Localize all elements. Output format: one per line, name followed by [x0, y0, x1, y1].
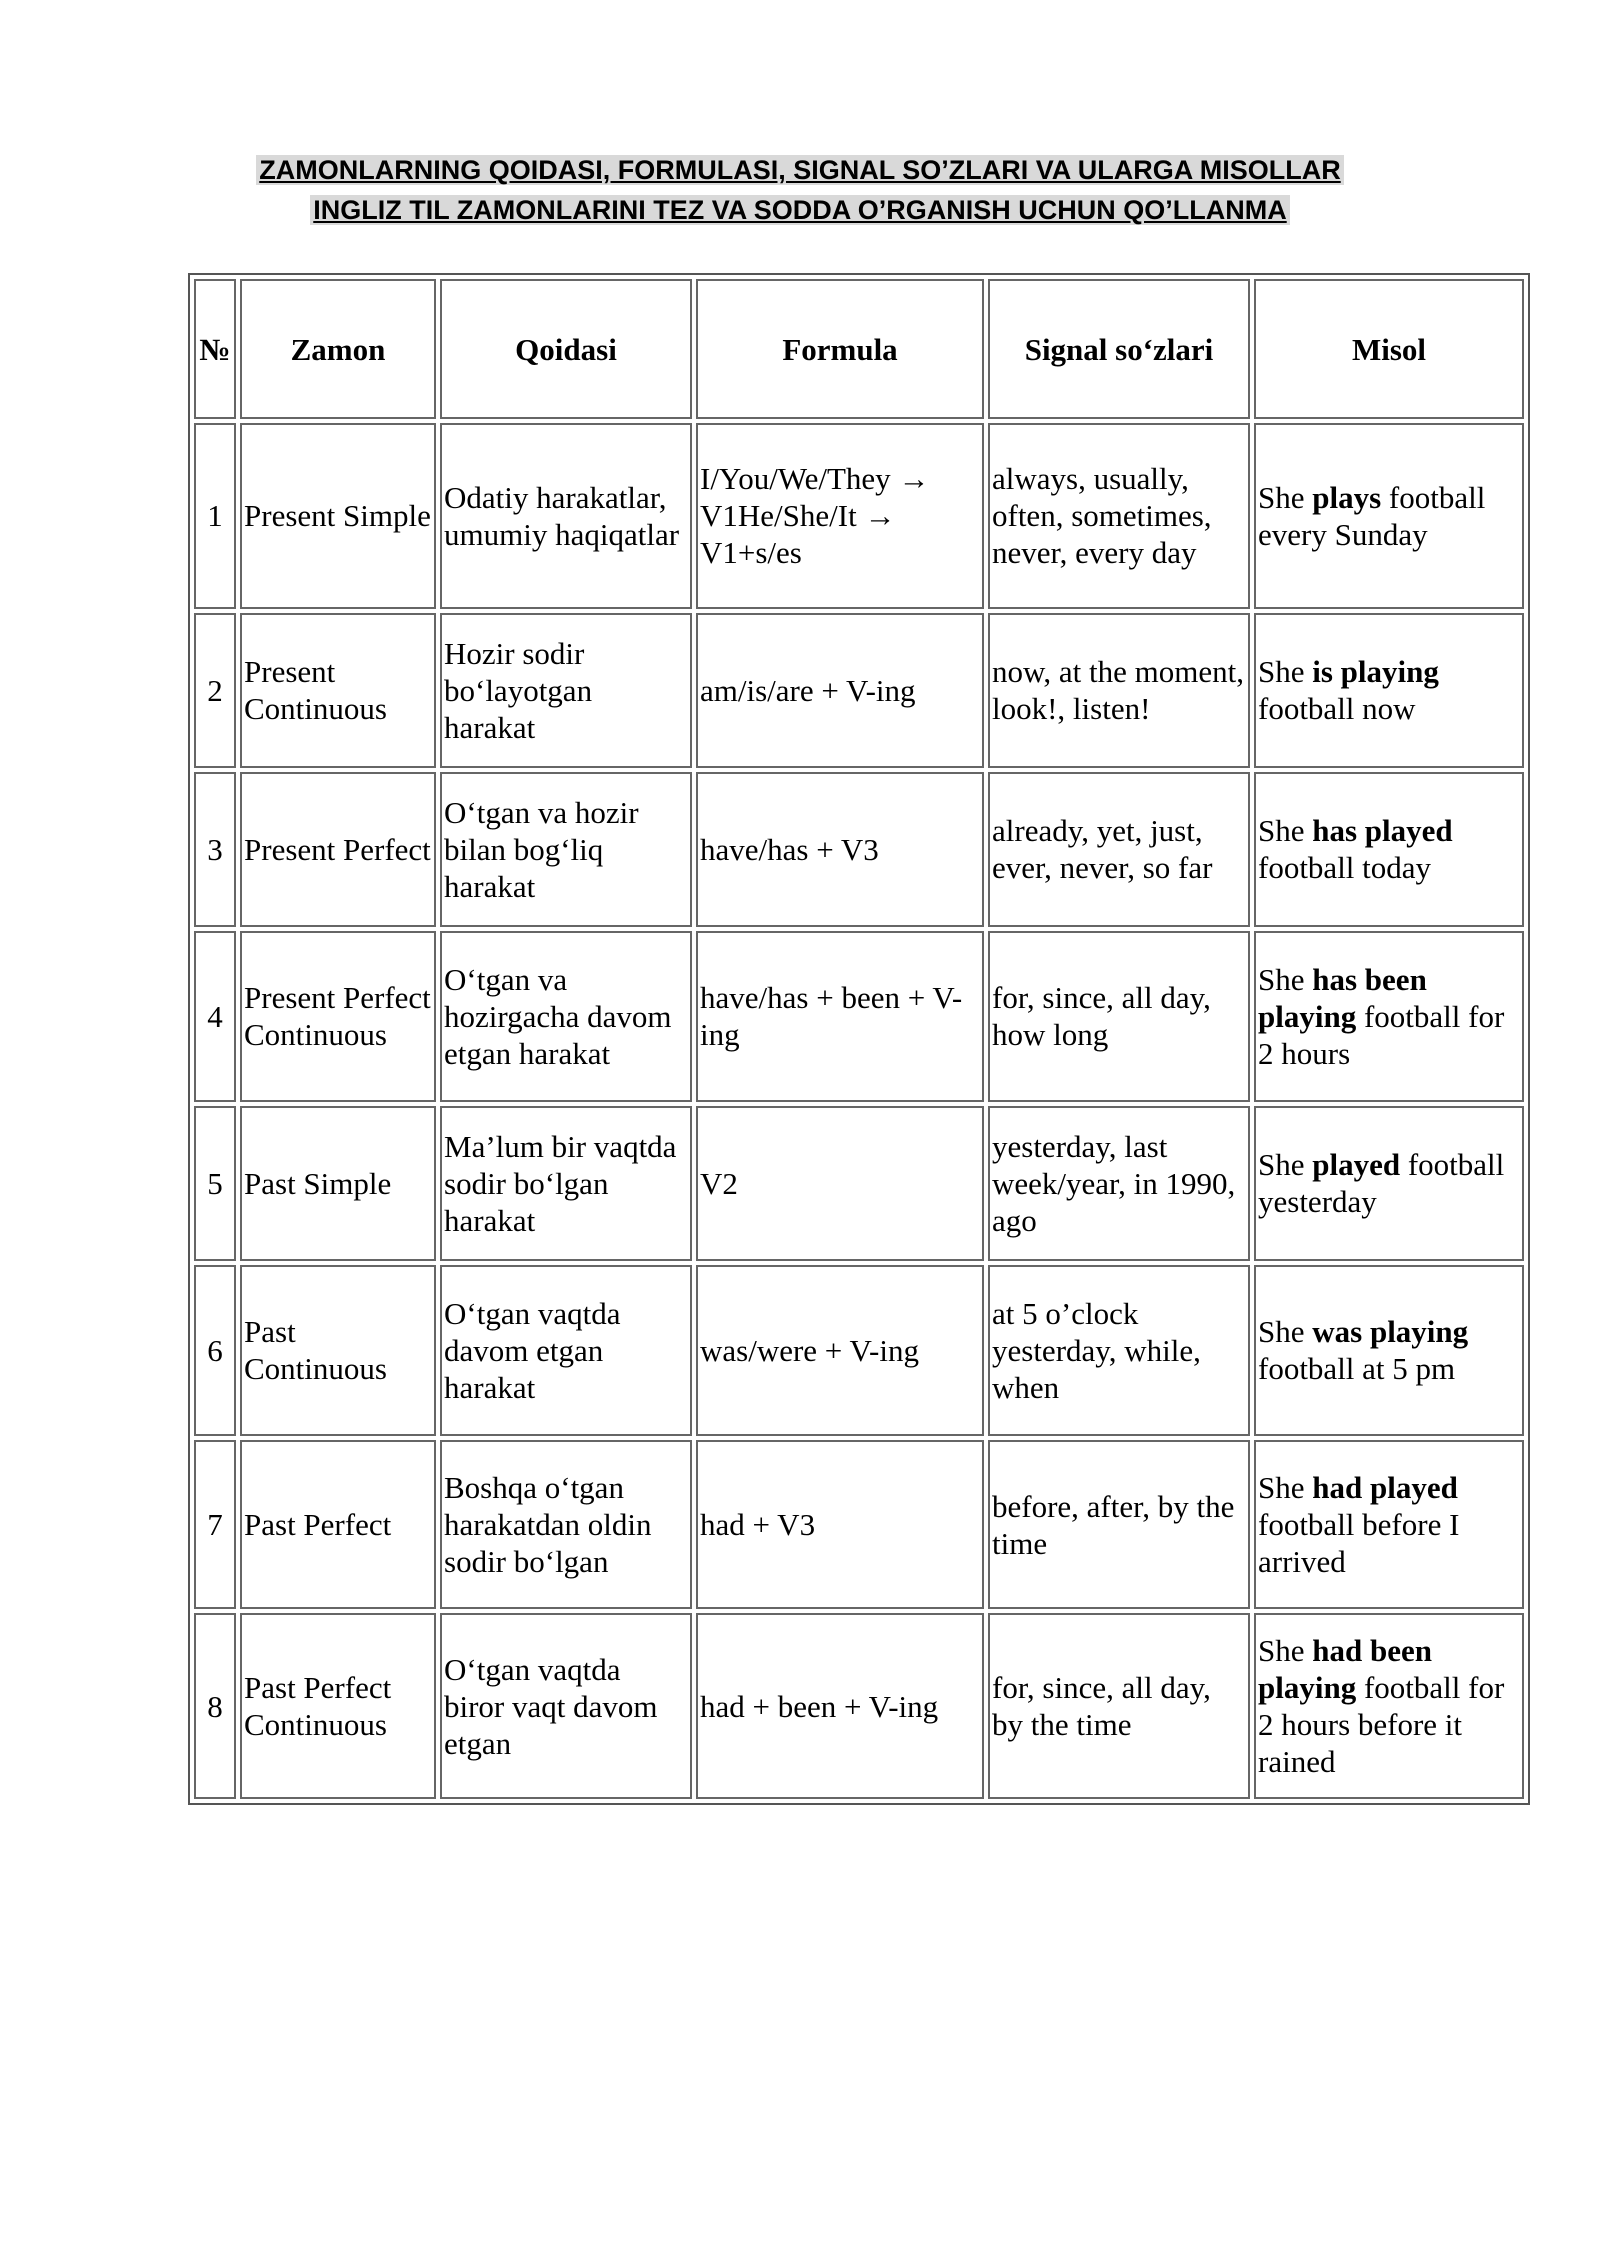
title-line-2: INGLIZ TIL ZAMONLARINI TEZ VA SODDA O’RGANISH UCHUN QO’LLANMA — [0, 190, 1600, 230]
cell-formula: have/has + V3 — [696, 772, 984, 927]
cell-signal: before, after, by the time — [988, 1440, 1250, 1609]
cell-qoidasi: O‘tgan va hozirgacha davom etgan harakat — [440, 931, 692, 1102]
cell-misol — [1254, 772, 1524, 927]
header-zamon: Zamon — [240, 279, 436, 419]
cell-misol — [1254, 1265, 1524, 1436]
misol-highlight: has played — [1312, 813, 1453, 849]
misol-text: football before I arrived — [1258, 1507, 1460, 1580]
cell-number: 7 — [194, 1440, 236, 1609]
misol-highlight: is playing — [1312, 654, 1439, 690]
misol-text: She — [1258, 1633, 1313, 1669]
cell-zamon: Present Simple — [240, 423, 436, 609]
tenses-table — [188, 273, 1530, 1805]
misol-text: She — [1258, 1470, 1313, 1506]
cell-signal: for, since, all day, by the time — [988, 1613, 1250, 1799]
cell-qoidasi: Odatiy harakatlar, umumiy haqiqatlar — [440, 423, 692, 609]
misol-highlight: plays — [1312, 479, 1382, 515]
cell-formula: was/were + V-ing — [696, 1265, 984, 1436]
misol-text: She — [1258, 813, 1313, 849]
cell-misol — [1254, 1106, 1524, 1261]
cell-qoidasi: Hozir sodir bo‘layotgan harakat — [440, 613, 692, 768]
cell-signal: yesterday, last week/year, in 1990, ago — [988, 1106, 1250, 1261]
cell-number: 6 — [194, 1265, 236, 1436]
cell-qoidasi: O‘tgan va hozir bilan bog‘liq harakat — [440, 772, 692, 927]
cell-formula: had + been + V-ing — [696, 1613, 984, 1799]
header-number: № — [194, 279, 236, 419]
misol-highlight: had played — [1312, 1470, 1458, 1506]
table-row — [194, 931, 1524, 1102]
header-row — [194, 279, 1524, 419]
cell-formula: am/is/are + V-ing — [696, 613, 984, 768]
cell-misol — [1254, 931, 1524, 1102]
cell-signal: already, yet, just, ever, never, so far — [988, 772, 1250, 927]
cell-zamon: Past Simple — [240, 1106, 436, 1261]
misol-text: football for 2 hours — [1258, 998, 1505, 1071]
cell-number: 2 — [194, 613, 236, 768]
cell-misol — [1254, 1440, 1524, 1609]
cell-qoidasi: Boshqa o‘tgan harakatdan oldin sodir bo‘lgan — [440, 1440, 692, 1609]
cell-misol — [1254, 423, 1524, 609]
table-row — [194, 423, 1524, 609]
misol-text: football now — [1258, 691, 1416, 727]
cell-signal: now, at the moment, look!, listen! — [988, 613, 1250, 768]
cell-misol — [1254, 613, 1524, 768]
table-row — [194, 613, 1524, 768]
cell-qoidasi: O‘tgan vaqtda davom etgan harakat — [440, 1265, 692, 1436]
table-row — [194, 1265, 1524, 1436]
cell-formula: I/You/We/They → V1He/She/It → V1+s/es — [696, 423, 984, 609]
cell-qoidasi: O‘tgan vaqtda biror vaqt davom etgan — [440, 1613, 692, 1799]
cell-number: 8 — [194, 1613, 236, 1799]
misol-highlight: has been playing — [1258, 961, 1427, 1034]
cell-number: 4 — [194, 931, 236, 1102]
header-signal: Signal so‘zlari — [988, 279, 1250, 419]
cell-number: 5 — [194, 1106, 236, 1261]
table-row — [194, 1440, 1524, 1609]
header-formula: Formula — [696, 279, 984, 419]
cell-zamon: Present Perfect Continuous — [240, 931, 436, 1102]
misol-text: She — [1258, 961, 1313, 997]
misol-highlight: was playing — [1312, 1314, 1469, 1350]
cell-signal: for, since, all day, how long — [988, 931, 1250, 1102]
cell-qoidasi: Ma’lum bir vaqtda sodir bo‘lgan harakat — [440, 1106, 692, 1261]
misol-text: football today — [1258, 850, 1432, 886]
misol-text: football at 5 pm — [1258, 1351, 1456, 1387]
misol-text: football yesterday — [1258, 1147, 1505, 1220]
cell-zamon: Past Perfect — [240, 1440, 436, 1609]
cell-misol — [1254, 1613, 1524, 1799]
cell-zamon: Present Continuous — [240, 613, 436, 768]
misol-text: She — [1258, 1147, 1313, 1183]
table-row — [194, 772, 1524, 927]
misol-text: She — [1258, 1314, 1313, 1350]
cell-zamon: Present Perfect — [240, 772, 436, 927]
header-misol: Misol — [1254, 279, 1524, 419]
cell-signal: at 5 o’clock yesterday, while, when — [988, 1265, 1250, 1436]
cell-number: 3 — [194, 772, 236, 927]
cell-formula: have/has + been + V-ing — [696, 931, 984, 1102]
cell-formula: had + V3 — [696, 1440, 984, 1609]
misol-text: football for 2 hours before it rained — [1258, 1670, 1505, 1780]
misol-highlight: had been playing — [1258, 1633, 1432, 1706]
cell-zamon: Past Continuous — [240, 1265, 436, 1436]
misol-text: football every Sunday — [1258, 479, 1486, 552]
title-line-1: ZAMONLARNING QOIDASI, FORMULASI, SIGNAL SO’ZLARI VA ULARGA MISOLLAR — [0, 150, 1600, 190]
cell-formula: V2 — [696, 1106, 984, 1261]
cell-number: 1 — [194, 423, 236, 609]
misol-highlight: played — [1312, 1147, 1401, 1183]
document-title — [0, 150, 1600, 230]
misol-text: She — [1258, 479, 1313, 515]
cell-signal: always, usually, often, sometimes, never, every day — [988, 423, 1250, 609]
header-qoidasi: Qoidasi — [440, 279, 692, 419]
table-row — [194, 1613, 1524, 1799]
table-row — [194, 1106, 1524, 1261]
cell-zamon: Past Perfect Continuous — [240, 1613, 436, 1799]
misol-text: She — [1258, 654, 1313, 690]
